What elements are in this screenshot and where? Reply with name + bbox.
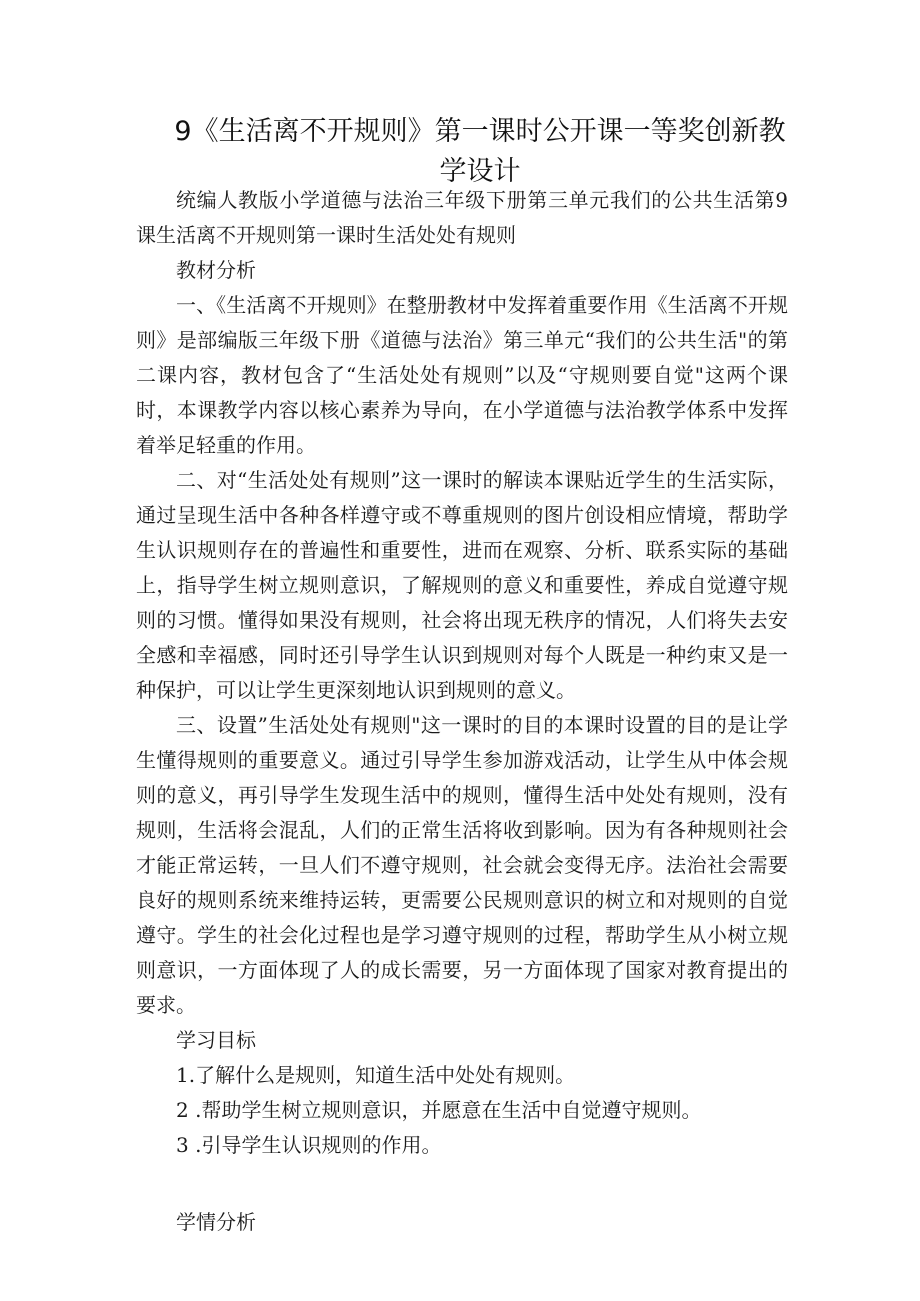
paragraph-1: 一、《生活离不开规则》在整册教材中发挥着重要作用《生活离不开规则》是部编版三年级下册《道德与法治》第三单元“我们的公共生活"的第二课内容，教材包含了“生活处处有规则”以及“守规则要自觉"这两个课时，本课教学内容以核心素养为导向，在小学道德与法治教学体系中发挥着举足轻重的作用。 <box>136 293 788 457</box>
document-title: 9《生活离不开规则》第一课时公开课一等奖创新教学设计 <box>174 116 786 187</box>
intro-paragraph: 统编人教版小学道德与法治三年级下册第三单元我们的公共生活第9课生活离不开规则第一课时生活处处有规则 <box>136 188 788 247</box>
objective-item-1: 1.了解什么是规则，知道生活中处处有规则。 <box>176 1063 576 1087</box>
paragraph-3: 三、设置”生活处处有规则"这一课时的目的本课时设置的目的是让学生懂得规则的重要意义。通过引导学生参加游戏活动，让学生从中体会规则的意义，再引导学生发现生活中的规则，懂得生活中处处有规则，没有规则，生活将会混乱，人们的正常生活将收到影响。因为有各种规则社会才能正常运转，一旦人们不遵守规则，社会就会变得无序。法治社会需要良好的规则系统来维持运转，更需要公民规则意识的树立和对规则的自觉遵守。学生的社会化过程也是学习遵守规则的过程，帮助学生从小树立规则意识，一方面体现了人的成长需要，另一方面体现了国家对教育提出的要求。 <box>136 713 788 1017</box>
section-heading-material: 教材分析 <box>176 258 256 282</box>
objective-item-2: 2 .帮助学生树立规则意识，并愿意在生活中自觉遵守规则。 <box>176 1098 702 1122</box>
section-heading-objectives: 学习目标 <box>176 1028 256 1052</box>
objective-item-3: 3 .引导学生认识规则的作用。 <box>176 1133 442 1157</box>
section-heading-students: 学情分析 <box>176 1210 256 1234</box>
paragraph-2: 二、对“生活处处有规则”这一课时的解读本课贴近学生的生活实际，通过呈现生活中各种各样遵守或不尊重规则的图片创设相应情境，帮助学生认识规则存在的普遍性和重要性，进而在观察、分析、联系实际的基础上，指导学生树立规则意识，了解规则的意义和重要性，养成自觉遵守规则的习惯。懂得如果没有规则，社会将出现无秩序的情况，人们将失去安全感和幸福感，同时还引导学生认识到规则对每个人既是一种约束又是一种保护，可以让学生更深刻地认识到规则的意义。 <box>136 468 788 702</box>
document-body <box>136 183 788 1240</box>
